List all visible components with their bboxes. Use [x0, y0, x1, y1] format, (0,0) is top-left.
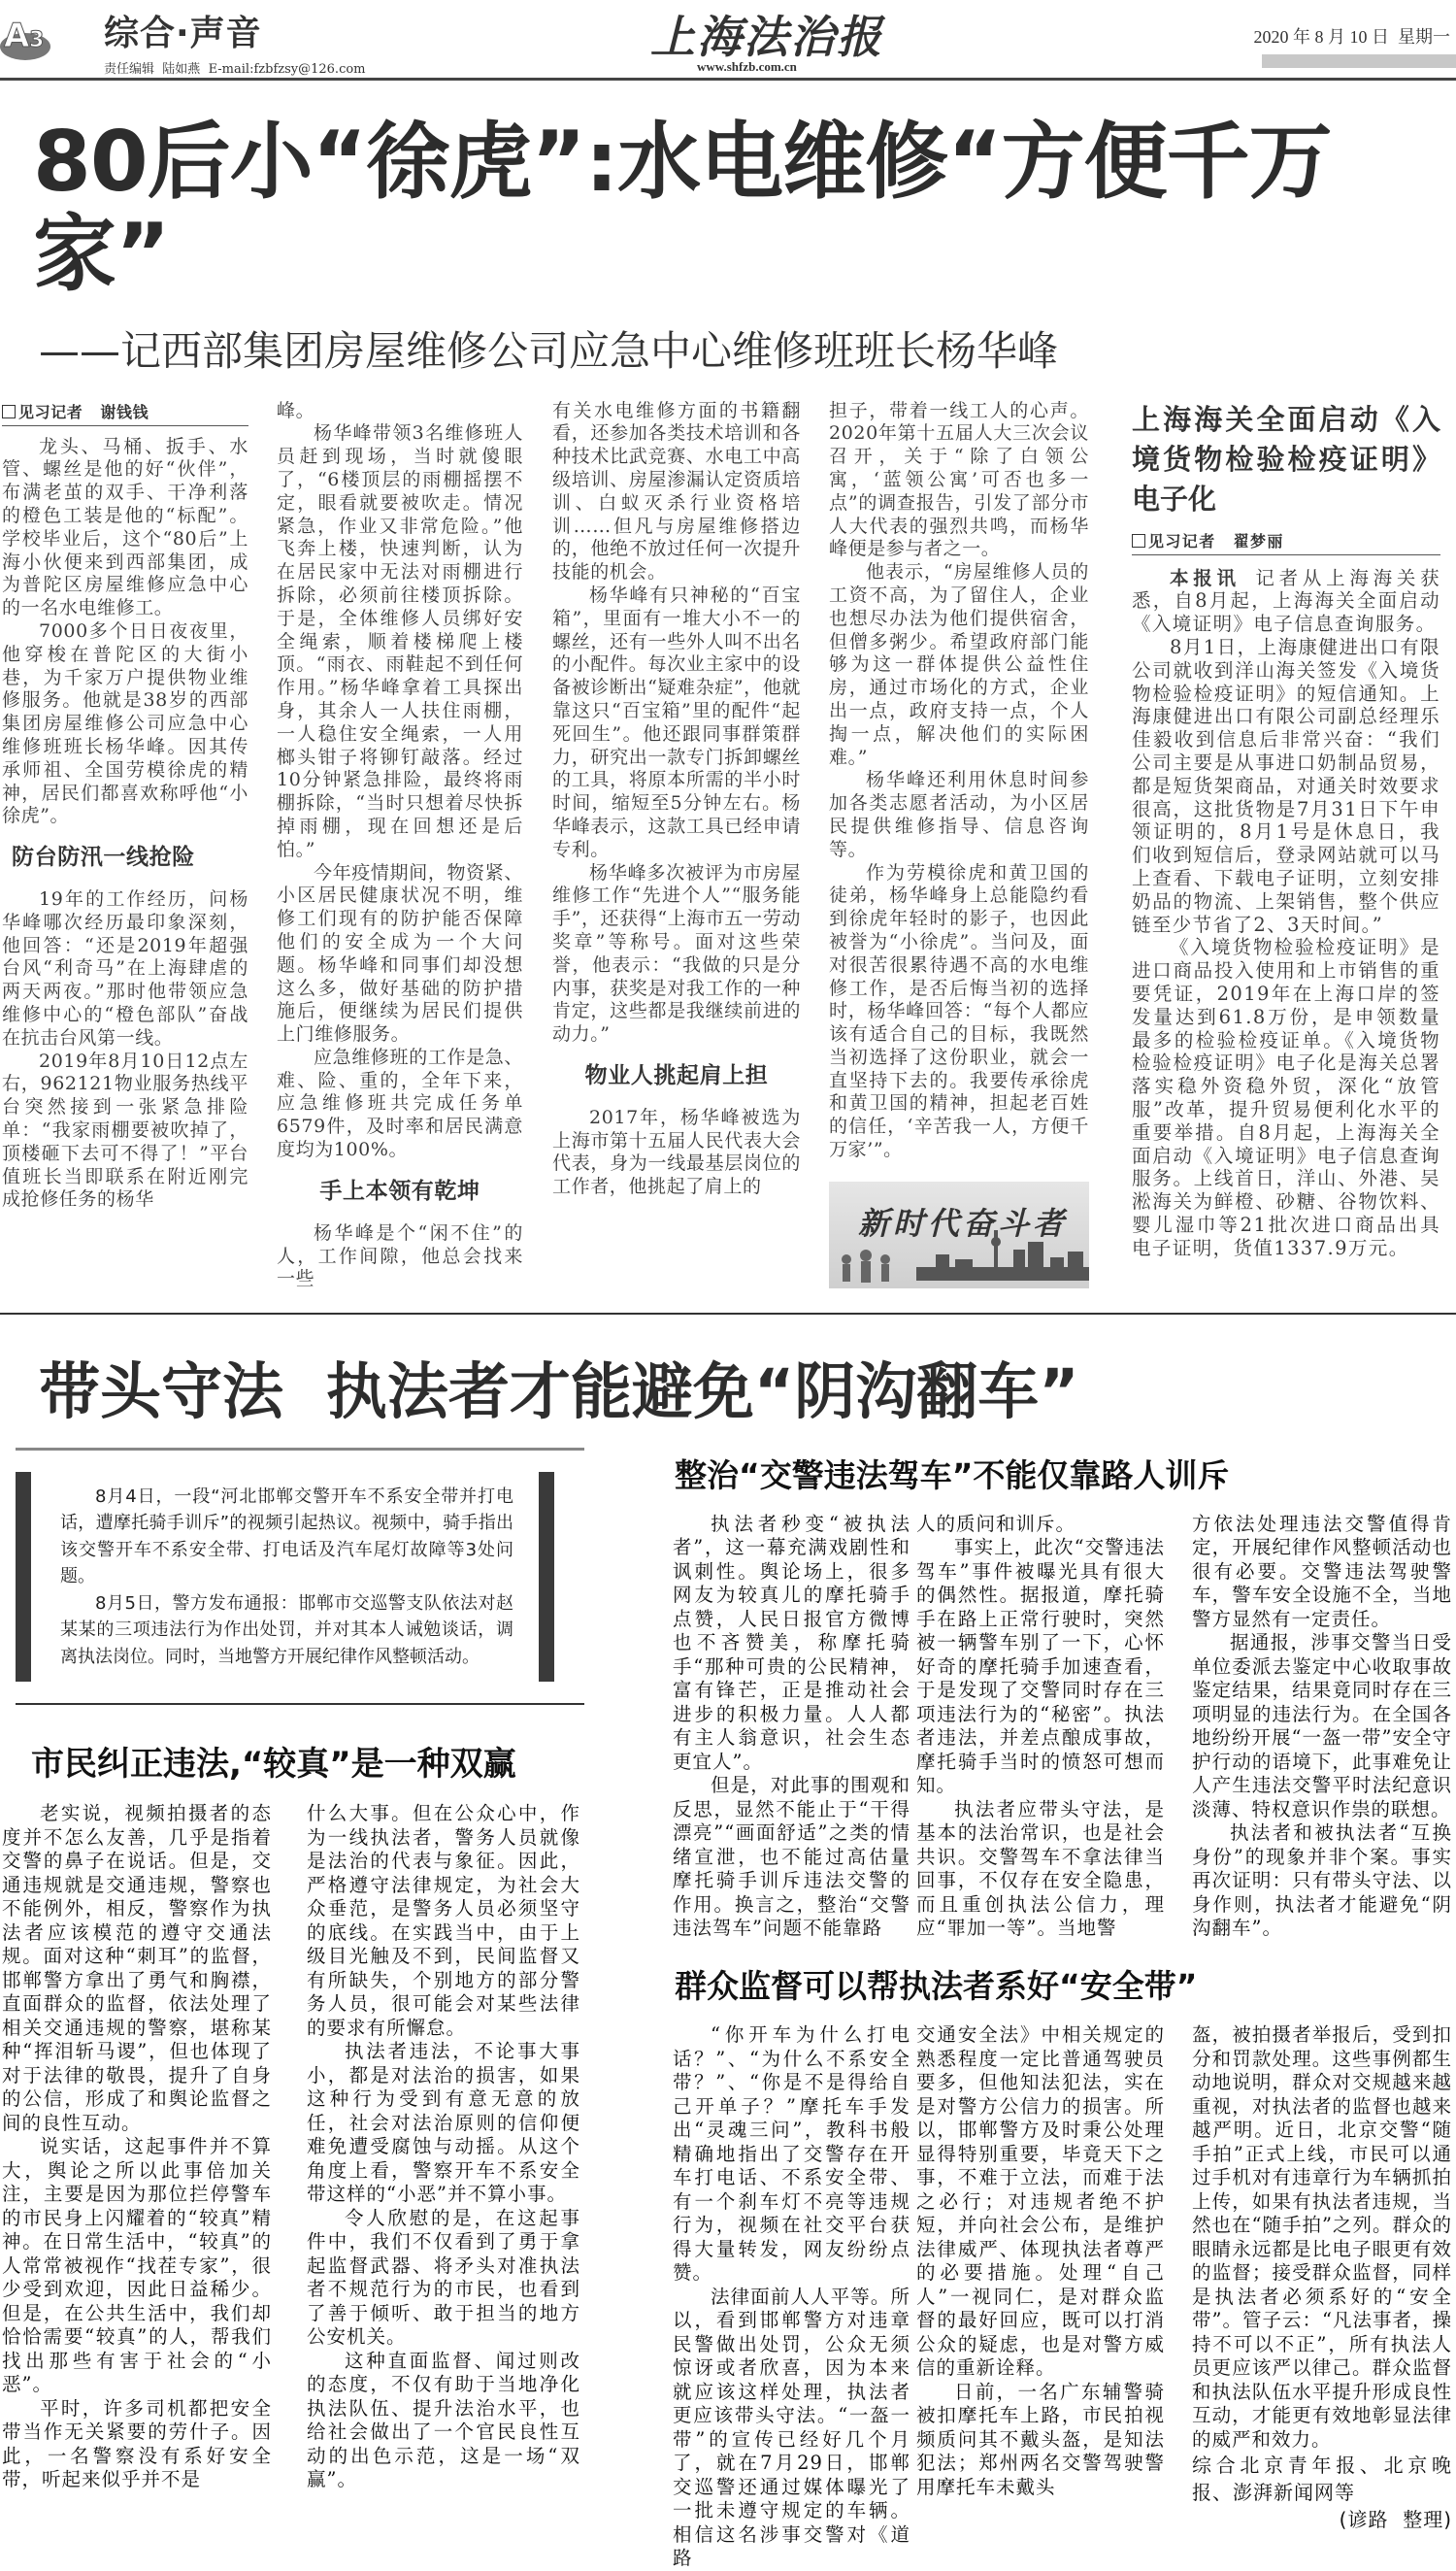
newspaper-url[interactable]: www.shfzb.com.cn — [697, 59, 797, 74]
summary-top-rule — [16, 1448, 584, 1451]
commentary-c-columns — [673, 2023, 1454, 2571]
commentary-b-column-3 — [1192, 1513, 1452, 1941]
commentary-a-columns — [2, 1802, 584, 2492]
paragraph: 担子，带着一线工人的心声。2020年第十五届人大三次会议召开，关于“除了白领公寓，‘蓝领公寓’可否也多一点”的调查报告，引发了部分市人大代表的强烈共鸣，而杨华峰便是参与者之一。 — [829, 399, 1089, 560]
byline-name: 翟梦丽 — [1233, 531, 1284, 551]
commentary-c-headline: 群众监督可以帮执法者系好“安全带” — [675, 1966, 1198, 2005]
editor-label: 责任编辑 — [104, 62, 155, 77]
paragraph: 平时，许多司机都把安全带当作无关紧要的劳什子。因此，一名警察没有系好安全带，听起来似乎并不是 — [2, 2396, 272, 2491]
svg-text:3: 3 — [29, 28, 45, 52]
top-article-columns — [2, 400, 1454, 1292]
commentary-b-headline: 整治“交警违法驾车”不能仅靠路人训斥 — [675, 1455, 1230, 1494]
paragraph: 执法者应带头守法，是基本的法治常识，也是社会共识。交警驾车不拿法律当回事，不仅存在安全隐患，而且重创执法公信力，理应“罪加一等”。当地警 — [916, 1797, 1165, 1940]
editor-email[interactable]: E-mail:fzbfzsy@126.com — [208, 62, 366, 77]
paragraph-text: 记者从上海海关获悉，自8月起，上海海关全面启动《入境证明》电子信息查询服务。 — [1132, 566, 1440, 636]
main-subheadline: ——记西部集团房屋维修公司应急中心维修班班长杨华峰 — [39, 327, 1059, 376]
paragraph: 这种直面监督、闻过则改的态度，不仅有助于当地净化执法队伍、提升法治水平，也给社会做出了一个官民良性互动的出色示范，这是一场“双赢”。 — [307, 2349, 580, 2491]
paragraph: 《入境货物检验检疫证明》是进口商品投入使用和上市销售的重要凭证，2019年在上海口岸的签发量达到61.8万份，是申领数量最多的检验检疫证单。《入境货物检验检疫证明》电子化是海关总署落实稳外资稳外贸，深化“放管服”改革，提升贸易便利化水平的重要举措。自8月起，上海海关全面启动《入境证明》电子信息查询服务。上线首日，洋山、外港、吴淞海关为鲜橙、砂糖、谷物饮料、婴儿湿巾等21批次进口商品出具电子证明，货值1337.9万元。 — [1132, 936, 1440, 1259]
issue-date: 2020 年 8 月 10 日 星期一 — [1253, 27, 1450, 47]
main-headline: 80后小“徐虎”:水电维修“方便千万家” — [33, 114, 1332, 303]
page-header — [0, 0, 1456, 83]
customs-article-body — [1132, 400, 1440, 1260]
paragraph: 据通报，涉事交警当日受单位委派去鉴定中心收取事故鉴定结果，结果竟同时存在三项明显的违法行为。在全国各地纷纷开展“一盔一带”安全守护行动的语境下，此事难免让人产生违法交警平时法纪意识淡薄、特权意识作祟的联想。 — [1192, 1631, 1452, 1820]
commentary-c-column-1 — [673, 2023, 910, 2571]
paragraph: 峰。 — [277, 399, 315, 421]
byline-role: 见习记者 — [1148, 531, 1216, 551]
paragraph: 事实上，此次“交警违法驾车”事件被曝光具有很大的偶然性。据报道，摩托骑手在路上正常行驶时，突然被一辆警车别了一下，心怀好奇的摩托骑手加速查看，于是发现了交警同时存在三项违法行为的“秘密”。执法者违法，并差点酿成事故，摩托骑手当时的愤怒可想而知。 — [916, 1536, 1165, 1797]
commentary-b-column-2 — [916, 1513, 1165, 1941]
paragraph: 方依法处理违法交警值得肯定，开展纪律作风整顿活动也很有必要。交警违法驾驶警车，警车安全设施不全，当地警方显然有一定责任。 — [1192, 1512, 1452, 1630]
byline-box-icon — [1132, 534, 1145, 548]
editor-line — [104, 58, 366, 77]
paragraph: 盔，被拍摄者举报后，受到扣分和罚款处理。这些事例都生动地说明，群众对交规越来越重视，对执法者的监督也越来越严明。近日，北京交警“随手拍”正式上线，市民可以通过手机对有违章行为车辆抓拍上传，如果有执法者违规，当然也在“随手拍”之列。群众的眼睛永远都是比电子眼更有效的监督；接受群众监督，同样是执法者必须系好的“安全带”。管子云：“凡法事者，操持不可以不正”，所有执法人员更应该严以律己。群众监督和执法队伍水平提升形成良性互动，才能更有效地彰显法律的威严和效力。 — [1192, 2023, 1452, 2451]
paragraph: 19年的工作经历，问杨华峰哪次经历最印象深刻，他回答：“还是2019年超强台风“利奇马”在上海肆虐的两天两夜。”那时他带领应急维修中心的“橙色部队”奋战在抗击台风第一线。 — [2, 888, 248, 1049]
commentary-a-column-2 — [307, 1802, 580, 2492]
source-credit: 综合北京青年报、北京晚报、澎湃新闻网等 — [1192, 2454, 1452, 2505]
paragraph: “你开车为什么打电话？”、“为什么不系安全带？”、“你是不是得给自己开单子？”摩托车手发出“灵魂三问”，教科书般精确地指出了交警存在开车打电话、不系安全带、有一个刹车灯不亮等违规行为，视频在社交平台获得大量转发，网友纷纷点赞。 — [673, 2023, 910, 2285]
commentary-b-column-1 — [673, 1513, 910, 1941]
paragraph: 令人欣慰的是，在这起事件中，我们不仅看到了勇于拿起监督武器、将矛头对准执法者不规范行为的市民，也看到了善于倾听、敢于担当的地方公安机关。 — [307, 2206, 580, 2349]
paragraph: 作为劳模徐虎和黄卫国的徒弟，杨华峰身上总能隐约看到徐虎年轻时的影子，也因此被誉为“小徐虎”。当问及，面对很苦很累待遇不高的水电维修工作，是否后悔当初的选择时，杨华峰回答：“每个人都应该有适合自己的目标，我既然当初选择了这份职业，就会一直坚持下去的。我要传承徐虎和黄卫国的精神，担起老百姓的信任，‘辛苦我一人，方便千万家’”。 — [829, 861, 1089, 1161]
paragraph: 人的质问和训斥。 — [916, 1512, 1076, 1535]
article-column-4 — [829, 400, 1089, 1288]
paragraph: 老实说，视频拍摄者的态度并不怎么友善，几乎是指着交警的鼻子在说话。但是，交通违规就是交通违规，警察也不能例外，相反，警察作为执法者应该模范的遵守交通法规。面对这种“刺耳”的监督，邯郸警方拿出了勇气和胸襟，直面群众的监督，依法处理了相关交通违规的警察，堪称某种“挥泪斩马谡”，但也体现了对于法律的敬畏，提升了自身的公信，形成了和舆论监督之间的良性互动。 — [2, 1802, 272, 2134]
byline-box-icon — [2, 405, 16, 418]
feature-headline: 带头守法 执法者才能避免“阴沟翻车” — [39, 1356, 1079, 1428]
paragraph: 2017年，杨华峰被选为上海市第十五届人民代表大会代表，身为一线最基层岗位的工作者，他挑起了肩上的 — [552, 1106, 801, 1198]
paragraph: 有关水电维修方面的书籍翻看，还参加各类技术培训和各种技术比武竞赛、水电工中高级培训、房屋渗漏认定资质培训、白蚁灭杀行业资格培训……但凡与房屋维修搭边的，他绝不放过任何一次提升技能的机会。 — [552, 399, 801, 584]
paragraph: 执法者违法，不论事大事小，都是对法治的损害，如果这种行为受到有意无意的放任，社会对法治原则的信仰便难免遭受腐蚀与动摇。从这个角度上看，警察开车不系安全带这样的“小恶”并不算小事。 — [307, 2040, 580, 2206]
summary-paragraph: 8月5日，警方发布通报：邯郸市交巡警支队依法对赵某某的三项违法行为作出处罚，并对其本人诫勉谈话，调离执法岗位。同时，当地警方开展纪律作风整顿活动。 — [60, 1592, 513, 1667]
paragraph: 交通安全法》中相关规定的熟悉程度一定比普通驾驶员要多，但他知法犯法，实在是对警方公信力的损害。所以，邯郸警方及时秉公处理显得特别重要，毕竟天下之事，不难于立法，而难于法之必行；对违规者绝不护短，并向社会公布，是维护法律威严、体现执法者尊严的必要措施。处理“自己人”一视同仁，是对群众监督的最好回应，既可以打消公众的疑虑，也是对警方威信的重新诠释。 — [916, 2023, 1165, 2380]
commentary-a-headline: 市民纠正违法,“较真”是一种双赢 — [31, 1744, 516, 1784]
commentary-c-column-3 — [1192, 2023, 1452, 2533]
feature-left-section — [2, 1448, 584, 2492]
summary-bottom-rule — [16, 1703, 584, 1705]
customs-headline: 上海海关全面启动《入境货物检验检疫证明》电子化 — [1132, 402, 1440, 516]
section-divider — [0, 1313, 1456, 1315]
paragraph: 执法者和被执法者“互换身份”的现象并非个案。事实再次证明：只有带头守法、以身作则，执法者才能避免“阴沟翻车”。 — [1192, 1821, 1452, 1940]
paragraph: 杨华峰是个“闲不住”的人，工作间隙，他总会找来一些 — [277, 1221, 523, 1290]
header-decor-bar — [1262, 54, 1456, 68]
paragraph: 杨华峰有只神秘的“百宝箱”，里面有一堆大小不一的螺丝，还有一些外人叫不出名的小配件。每次业主家中的设备被诊断出“疑难杂症”，他就靠这只“百宝箱”里的配件“起死回生”。他还跟同事群策群力，研究出一款专门拆卸螺丝的工具，将原本所需的半小时时间，缩短至5分钟左右。杨华峰表示，这款工具已经申请专利。 — [552, 584, 801, 860]
page-number-badge — [0, 4, 62, 64]
byline — [2, 400, 248, 426]
paragraph: 8月1日，上海康健进出口有限公司就收到洋山海关签发《入境货物检验检疫证明》的短信通知。上海康健进出口有限公司副总经理乐佳毅收到信息后非常兴奋：“我们公司主要是从事进口奶制品贸易，都是短货架商品，对通关时效要求很高，这批货物是7月31日下午申领证明的，8月1号是休息日，我们收到短信后，登录网站就可以马上查看、下载电子证明，立刻安排奶品的物流、上架销售，整个供应链至少节省了2、3天时间。” — [1132, 635, 1440, 936]
paragraph: 杨华峰多次被评为市房屋维修工作“先进个人”“服务能手”，还获得“上海市五一劳动奖章”等称号。面对这些荣誉，他表示：“我做的只是分内事，获奖是对我工作的一种肯定，这些都是我继续前进的动力。” — [552, 861, 801, 1046]
paragraph: 但是，对此事的围观和反思，显然不能止于“干得漂亮”“画面舒适”之类的情绪宣泄，也不能过高估量摩托骑手训斥违法交警的作用。换言之，整治“交警违法驾车”问题不能靠路 — [673, 1774, 910, 1940]
commentary-b-columns — [673, 1513, 1454, 1941]
editor-name: 陆如燕 — [162, 62, 201, 77]
paragraph: 日前，一名广东辅警骑被扣摩托车上路，市民拍视频质问其不戴头盔，是知法犯法；郑州两名交警驾驶警用摩托车未戴头 — [916, 2380, 1165, 2498]
svg-text:A: A — [4, 17, 30, 55]
paragraph: 龙头、马桶、扳手、水管、螺丝是他的好“伙伴”，布满老茧的双手、干净利落的橙色工装是他的“标配”。学校毕业后，这个“80后”上海小伙便来到西部集团，成为普陀区房屋维修应急中心的一名水电维修工。 — [2, 435, 248, 619]
subheading: 手上本领有乾坤 — [319, 1178, 480, 1204]
paragraph: 杨华峰还利用休息时间参加各类志愿者活动，为小区居民提供维修指导、信息咨询等。 — [829, 769, 1089, 860]
byline-name: 谢钱钱 — [100, 402, 149, 421]
lead-label: 本报讯 — [1170, 566, 1241, 589]
paragraph: 应急维修班的工作是急、难、险、重的，全年下来，应急维修班共完成任务单6579件，及时率和居民满意度均为100%。 — [277, 1046, 523, 1161]
paragraph: 执法者秒变“被执法者”，这一幕充满戏剧性和讽刺性。舆论场上，很多网友为较真儿的摩托骑手点赞，人民日报官方微博也不吝赞美，称摩托骑手“那种可贵的公民精神，富有锋芒，正是推动社会进步的积极力量。人人都有主人翁意识，社会生态更宜人”。 — [673, 1512, 910, 1773]
summary-paragraph: 8月4日，一段“河北邯郸交警开车不系安全带并打电话，遭摩托骑手训斥”的视频引起热议。视频中，骑手指出该交警开车不系安全带、打电话及汽车尾灯故障等3处问题。 — [60, 1486, 513, 1587]
paragraph: 说实话，这起事件并不算大，舆论之所以此事倍加关注，主要是因为那位拦停警车的市民身上闪耀着的“较真”精神。在日常生活中，“较真”的人常常被视作“找茬专家”，很少受到欢迎，因此日益稀少。但是，在公共生活中，我们却恰恰需要“较真”的人，帮我们找出那些有害于社会的“小恶”。 — [2, 2135, 272, 2396]
byline-role: 见习记者 — [18, 402, 83, 421]
feature-right-section — [673, 1448, 1454, 2571]
article-column-1 — [2, 400, 248, 1213]
customs-byline — [1132, 529, 1440, 555]
feature-body — [0, 1448, 1456, 2571]
new-era-strivers-banner — [829, 1182, 1089, 1288]
compiler-credit: (谚路 整理) — [1339, 2508, 1452, 2532]
paragraph: 什么大事。但在公众心中，作为一线执法者，警务人员就像是法治的代表与象征。因此，严格遵守法律规定，为社会大众垂范，是警务人员必须坚守的底线。在实践当中，由于上级目光触及不到，民间监督又有所缺失，个别地方的部分警务人员，很可能会对某些法律的要求有所懈怠。 — [307, 1802, 580, 2039]
summary-box — [16, 1472, 554, 1683]
subheading: 物业人挑起肩上担 — [584, 1062, 769, 1088]
newspaper-masthead: 上海法治报 — [650, 11, 883, 63]
article-column-2 — [277, 400, 523, 1292]
section-title: 综合·声音 — [104, 14, 262, 53]
commentary-c-column-2 — [916, 2023, 1165, 2499]
header-rule — [0, 78, 1456, 81]
paragraph: 今年疫情期间，物资紧、小区居民健康状况不明，维修工们现有的防护能否保障他们的安全成为一个大问题。杨华峰和同事们却没想这么多，做好基础的防护措施后，便继续为居民们提供上门维修服务。 — [277, 861, 523, 1046]
paragraph — [1132, 567, 1440, 636]
commentary-a-column-1 — [2, 1802, 272, 2492]
paragraph: 法律面前人人平等。所以，看到邯郸警方对违章民警做出处罚，公众无须惊讶或者欣喜，因为本来就应该这样处理，执法者更应该带头守法。“一盔一带”的宣传已经好几个月了，就在7月29日，邯郸交巡警还通过媒体曝光了一批未遵守规定的车辆。相信这名涉事交警对《道路 — [673, 2285, 910, 2570]
paragraph: 他表示，“房屋维修人员的工资不高，为了留住人，企业也想尽办法为他们提供宿舍，但僧多粥少。希望政府部门能够为这一群体提供公益性住房，通过市场化的方式，企业出一点，政府支持一点，个人掏一点，解决他们的实际困难。” — [829, 561, 1089, 768]
subheading: 防台防汛一线抢险 — [12, 845, 195, 871]
paragraph: 7000多个日日夜夜里，他穿梭在普陀区的大街小巷，为千家万户提供物业维修服务。他就是38岁的西部集团房屋维修公司应急中心维修班班长杨华峰。因其传承师祖、全国劳模徐虎的精神，居民们都喜欢称呼他“小徐虎”。 — [2, 619, 248, 827]
paragraph: 杨华峰带领3名维修班人员赶到现场，当时就傻眼了，“6楼顶层的雨棚摇摆不定，眼看就要被吹走。情况紧急，作业又非常危险。”他飞奔上楼，快速判断，认为在居民家中无法对雨棚进行拆除，必须前往楼顶拆除。于是，全体维修人员绑好安全绳索，顺着楼梯爬上楼顶。“雨衣、雨鞋起不到任何作用。”杨华峰拿着工具探出身，其余人一人扶住雨棚，一人稳住安全绳索，一人用榔头钳子将铆钉敲落。经过10分钟紧急排险，最终将雨棚拆除，“当时只想着尽快拆掉雨棚，现在回想还是后怕。” — [277, 422, 523, 860]
article-column-3 — [552, 400, 801, 1199]
banner-title: 新时代奋斗者 — [858, 1204, 1069, 1242]
paragraph: 2019年8月10日12点左右，962121物业服务热线平台突然接到一张紧急排险单：“我家雨棚要被吹掉了，顶楼砸下去可不得了！”平台值班长当即联系在附近刚完成抢修任务的杨华 — [2, 1050, 248, 1211]
